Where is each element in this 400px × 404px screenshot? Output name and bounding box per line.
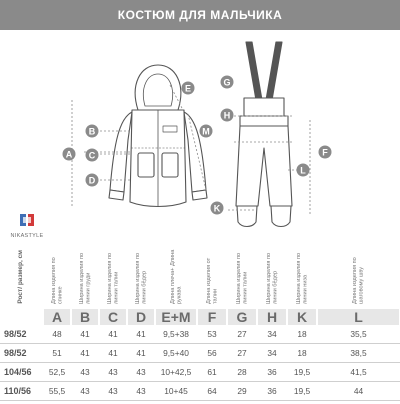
table-cell: 43	[71, 363, 99, 382]
marker-c	[86, 149, 99, 162]
table-cell: 10+45	[155, 382, 197, 401]
column-letter: C	[99, 309, 127, 325]
table-cell: 9,5+38	[155, 325, 197, 344]
table-cell: 53	[197, 325, 227, 344]
column-header: Ширина изделия по линии талии	[106, 252, 119, 304]
table-cell: 41	[71, 344, 99, 363]
marker-e	[182, 82, 195, 95]
table-cell: 27	[227, 344, 257, 363]
table-cell: 28	[227, 363, 257, 382]
svg-text:B: B	[88, 126, 96, 137]
table-cell: 29	[227, 382, 257, 401]
svg-text:C: C	[88, 150, 96, 161]
table-cell: 9,5+40	[155, 344, 197, 363]
table-cell: 36	[257, 363, 287, 382]
column-header: Ширина изделия по линии груди	[78, 252, 91, 304]
table-cell: 41	[99, 325, 127, 344]
column-letter: D	[127, 309, 155, 325]
table-cell: 51	[43, 344, 71, 363]
column-header: Длина изделия по спинке	[50, 257, 63, 304]
column-letter: L	[317, 309, 400, 325]
svg-text:K: K	[213, 203, 221, 214]
table-cell: 44	[317, 382, 400, 401]
table-cell: 10+42,5	[155, 363, 197, 382]
brand-name: NIKASTYLE	[10, 233, 44, 239]
marker-g	[221, 76, 234, 89]
marker-f	[319, 146, 332, 159]
svg-text:F: F	[322, 147, 328, 158]
brand-block	[8, 213, 46, 239]
column-header: Рост/ размер, см	[17, 250, 25, 304]
pants-drawing	[236, 42, 292, 227]
marker-a	[63, 148, 76, 161]
table-cell: 41	[127, 325, 155, 344]
marker-d	[86, 174, 99, 187]
svg-text:G: G	[223, 77, 231, 88]
table-cell: 34	[257, 325, 287, 344]
table-cell: 43	[127, 363, 155, 382]
table-row	[0, 363, 400, 382]
marker-k	[211, 202, 224, 215]
column-header: Длина плеча+ Длина рукава	[169, 249, 182, 304]
column-header: Ширина изделия по линии низа	[295, 252, 308, 304]
size-table	[0, 247, 400, 401]
table-cell: 41	[127, 344, 155, 363]
page-title: КОСТЮМ ДЛЯ МАЛЬЧИКА	[117, 8, 283, 22]
column-header: Ширина изделия по линии талии	[235, 252, 248, 304]
column-letter: K	[287, 309, 317, 325]
marker-m	[200, 125, 213, 138]
table-row	[0, 344, 400, 363]
marker-b	[86, 125, 99, 138]
size-cell: 104/56	[0, 363, 43, 382]
table-cell: 19,5	[287, 363, 317, 382]
svg-text:H: H	[223, 110, 231, 121]
table-cell: 41	[99, 344, 127, 363]
column-header: Ширина изделия по линии бёдер	[134, 252, 147, 304]
column-letter	[0, 309, 43, 325]
brand-logo-icon	[19, 213, 35, 227]
table-cell: 19,5	[287, 382, 317, 401]
size-cell: 98/52	[0, 344, 43, 363]
table-row	[0, 382, 400, 401]
marker-l	[297, 164, 310, 177]
column-letter-row	[0, 309, 400, 325]
table-cell: 56	[197, 344, 227, 363]
garment-diagram	[0, 30, 400, 245]
column-letter: E+M	[155, 309, 197, 325]
table-cell: 43	[71, 382, 99, 401]
size-cell: 110/56	[0, 382, 43, 401]
svg-text:E: E	[184, 83, 192, 94]
svg-text:L: L	[300, 165, 306, 176]
table-cell: 18	[287, 344, 317, 363]
table-cell: 38,5	[317, 344, 400, 363]
table-cell: 48	[43, 325, 71, 344]
column-letter: G	[227, 309, 257, 325]
table-cell: 55,5	[43, 382, 71, 401]
table-header-row	[0, 247, 400, 309]
svg-text:A: A	[65, 149, 73, 160]
table-cell: 36	[257, 382, 287, 401]
table-cell: 43	[127, 382, 155, 401]
table-cell: 52,5	[43, 363, 71, 382]
table-cell: 35,5	[317, 325, 400, 344]
column-letter: A	[43, 309, 71, 325]
column-header: Длина изделия по шаговому шву	[352, 257, 365, 304]
table-cell: 43	[99, 363, 127, 382]
table-cell: 64	[197, 382, 227, 401]
marker-h	[221, 109, 234, 122]
column-header: Длина изделия от талии	[205, 257, 218, 304]
column-header: Ширина изделия по линии бёдер	[265, 252, 278, 304]
svg-text:D: D	[88, 175, 96, 186]
column-letter: H	[257, 309, 287, 325]
table-cell: 41	[71, 325, 99, 344]
table-cell: 61	[197, 363, 227, 382]
table-cell: 27	[227, 325, 257, 344]
column-letter: B	[71, 309, 99, 325]
size-cell: 98/52	[0, 325, 43, 344]
table-cell: 41,5	[317, 363, 400, 382]
table-cell: 43	[99, 382, 127, 401]
table-cell: 34	[257, 344, 287, 363]
table-cell: 18	[287, 325, 317, 344]
table-row	[0, 325, 400, 344]
svg-text:M: M	[202, 126, 210, 137]
column-letter: F	[197, 309, 227, 325]
